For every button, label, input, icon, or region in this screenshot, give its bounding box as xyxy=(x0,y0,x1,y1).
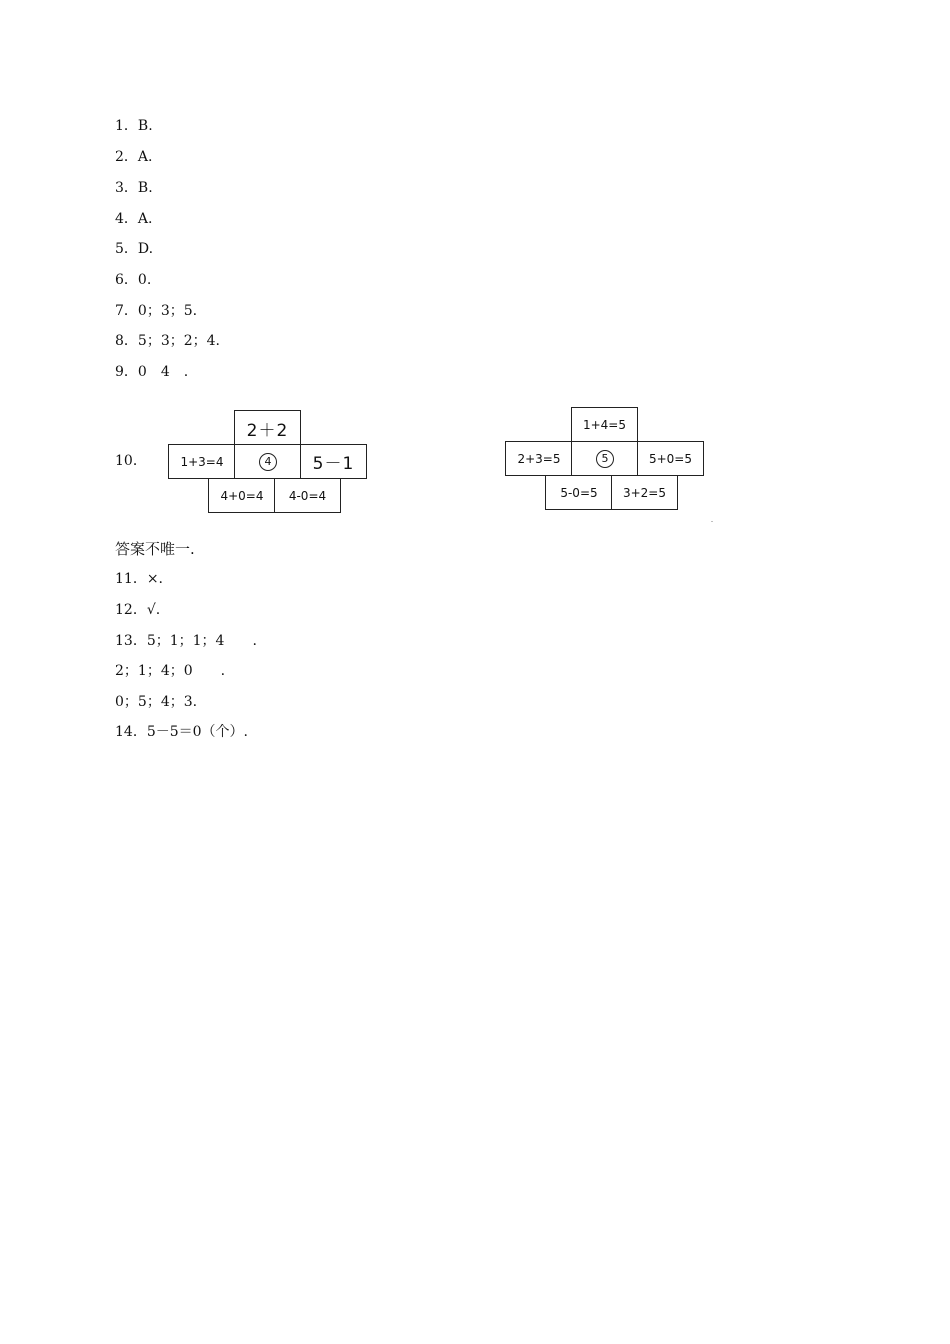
answer-9: 9．0 4 . xyxy=(115,364,189,380)
answer-4: 4．A. xyxy=(115,211,153,227)
cross-left-mid-right: 5－1 xyxy=(300,444,367,479)
answer-11: 11．×. xyxy=(115,571,163,587)
cross-right-bottom-right: 3+2=5 xyxy=(611,475,678,510)
cross-right-bottom-left: 5-0=5 xyxy=(545,475,613,510)
circled-number: 5 xyxy=(596,450,614,468)
cross-left-mid-left: 1+3=4 xyxy=(168,444,236,479)
answer-10-label: 10． xyxy=(115,453,147,469)
answer-13-row-2: 2；1；4；0 . xyxy=(115,663,226,679)
cross-left-center xyxy=(234,444,302,479)
stray-mark: - xyxy=(711,518,714,525)
cross-right-center xyxy=(571,441,639,476)
circled-number: 4 xyxy=(259,453,277,471)
answer-10-note: 答案不唯一. xyxy=(115,540,195,558)
answer-13: 13．5；1；1；4 . xyxy=(115,633,257,649)
cross-left-top: 2＋2 xyxy=(234,410,301,446)
cross-left-bottom-right: 4-0=4 xyxy=(274,478,341,513)
answer-14: 14．5－5＝0（个）. xyxy=(115,724,248,740)
answer-1: 1．B. xyxy=(115,118,153,134)
answer-8: 8．5；3；2；4. xyxy=(115,333,220,349)
answer-3: 3．B. xyxy=(115,180,153,196)
answer-13-row-3: 0；5；4；3. xyxy=(115,694,198,710)
answer-12: 12．√. xyxy=(115,602,161,618)
cross-left-bottom-left: 4+0=4 xyxy=(208,478,276,513)
answer-7: 7．0；3；5. xyxy=(115,303,198,319)
cross-right-top: 1+4=5 xyxy=(571,407,638,443)
answer-6: 6．0. xyxy=(115,272,152,288)
cross-right-mid-left: 2+3=5 xyxy=(505,441,573,476)
answer-2: 2．A. xyxy=(115,149,153,165)
cross-right-mid-right: 5+0=5 xyxy=(637,441,704,476)
answer-5: 5．D. xyxy=(115,241,154,257)
